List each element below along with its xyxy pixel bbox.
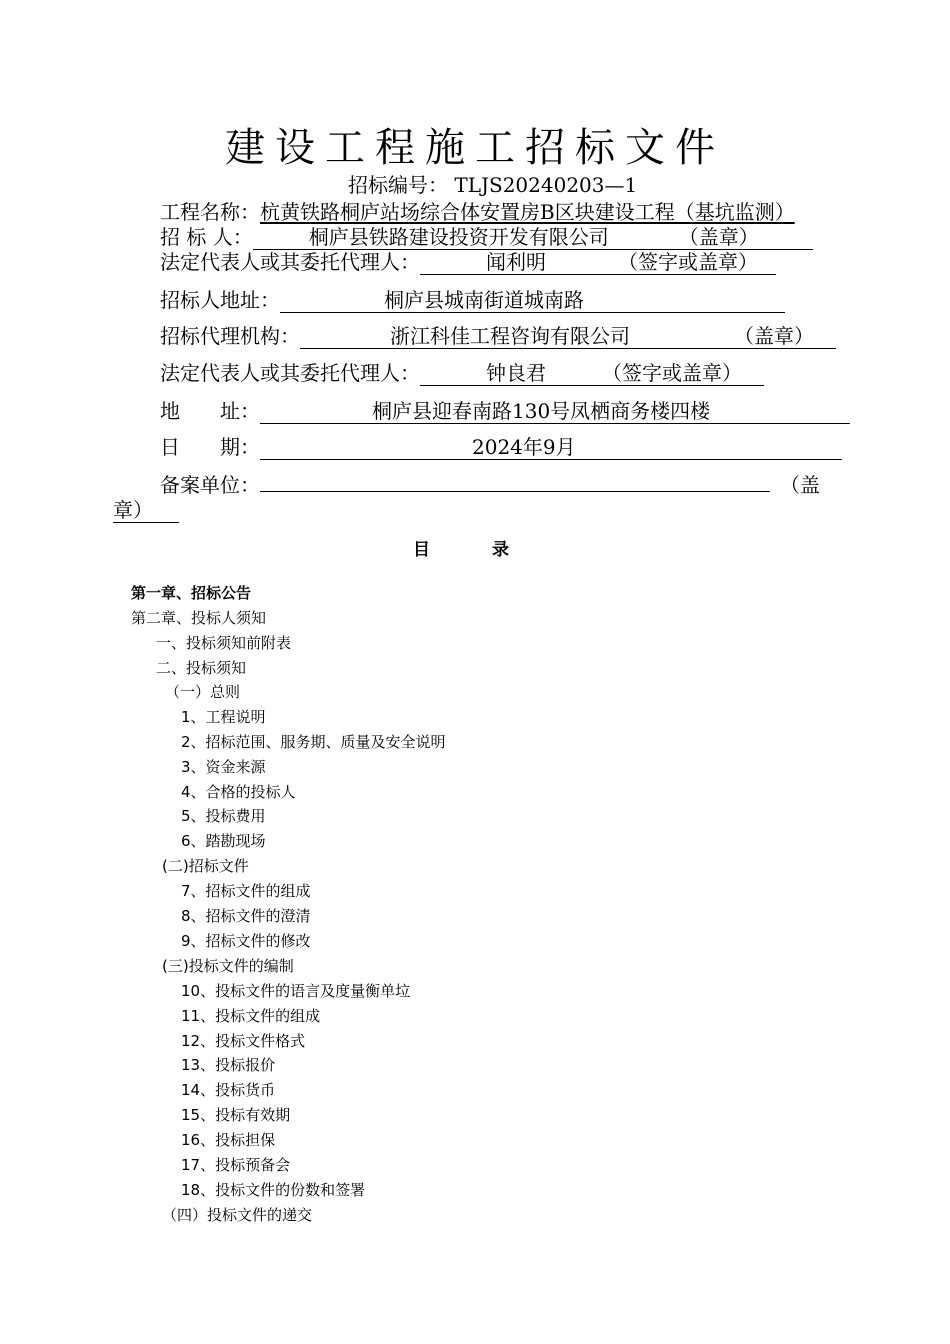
toc-item: 第二章、投标人须知 (131, 609, 267, 627)
agency-representative-sign-note: （签字或盖章） (602, 361, 742, 385)
toc-item: （一）总则 (165, 683, 241, 701)
toc-item: 6、踏勘现场 (181, 832, 266, 850)
bid-number: 招标编号： TLJS20240203—1 (348, 173, 638, 197)
date-label: 日 期： (160, 435, 260, 459)
tenderer-field (253, 225, 813, 250)
agency-value: 浙江科佳工程咨询有限公司 (390, 324, 630, 348)
agency-representative-row (160, 360, 764, 386)
agency-row (160, 323, 836, 349)
date-row (160, 434, 842, 460)
toc-item: 4、合格的投标人 (181, 783, 296, 801)
toc-item: 16、投标担保 (181, 1131, 276, 1149)
agency-address-field (260, 399, 850, 424)
tenderer-representative-label: 法定代表人或其委托代理人： (160, 250, 420, 274)
tenderer-value: 桐庐县铁路建设投资开发有限公司 (308, 225, 609, 249)
toc-item: 12、投标文件格式 (181, 1032, 306, 1050)
toc-item: 17、投标预备会 (181, 1156, 291, 1174)
filing-unit-label: 备案单位： (160, 473, 260, 497)
toc-item: 14、投标货币 (181, 1081, 276, 1099)
tenderer-address-value: 桐庐县城南街道城南路 (384, 288, 584, 312)
tenderer-address-label: 招标人地址： (160, 288, 280, 312)
toc-item: 10、投标文件的语言及度量衡单垃 (181, 982, 411, 1000)
tenderer-seal-note: （盖章） (678, 225, 759, 249)
toc-item: 15、投标有效期 (181, 1106, 291, 1124)
toc-item: 11、投标文件的组成 (181, 1007, 321, 1025)
agency-representative-field (420, 361, 764, 386)
agency-address-value: 桐庐县迎春南路130号凤栖商务楼四楼 (372, 399, 711, 423)
project-name-value: 杭黄铁路桐庐站场综合体安置房B区块建设工程（基坑监测） (260, 200, 795, 224)
agency-seal-note: （盖章） (734, 324, 814, 348)
agency-label: 招标代理机构： (160, 324, 300, 348)
project-name-label: 工程名称： (160, 200, 260, 224)
date-value: 2024年9月 (472, 435, 576, 459)
toc-item: 8、招标文件的澄清 (181, 907, 311, 925)
toc-item: 18、投标文件的份数和签署 (181, 1181, 366, 1199)
tenderer-address-row (160, 287, 785, 313)
tenderer-representative-field (420, 250, 776, 275)
toc-item: （四）投标文件的递交 (162, 1206, 313, 1224)
toc-item: 9、招标文件的修改 (181, 932, 311, 950)
toc-item: 7、招标文件的组成 (181, 882, 311, 900)
tenderer-representative-value: 闻利明 (486, 250, 546, 274)
tenderer-representative-row (160, 249, 776, 275)
filing-unit-seal-note-a: （盖 (780, 473, 820, 497)
toc-item: 1、工程说明 (181, 708, 266, 726)
toc-item: 5、投标费用 (181, 807, 266, 825)
toc-item: 13、投标报价 (181, 1056, 276, 1074)
tenderer-label: 招 标 人： (160, 225, 253, 249)
filing-unit-row-cont (113, 497, 179, 523)
toc-item: (三)投标文件的编制 (162, 957, 294, 975)
toc-item: 3、资金来源 (181, 758, 266, 776)
toc-item: 一、投标须知前附表 (156, 634, 292, 652)
agency-representative-label: 法定代表人或其委托代理人： (160, 361, 420, 385)
agency-representative-value: 钟良君 (486, 361, 546, 385)
tenderer-row (160, 224, 813, 250)
toc-item: 第一章、招标公告 (131, 584, 252, 602)
toc-title: 目 录 (413, 540, 537, 560)
date-field (260, 435, 842, 460)
document-title: 建设工程施工招标文件 (225, 125, 725, 171)
agency-address-row (160, 398, 850, 424)
agency-address-label: 地 址： (160, 399, 260, 423)
tenderer-address-field (280, 288, 785, 313)
toc-item: (二)招标文件 (162, 857, 249, 875)
tenderer-representative-sign-note: （签字或盖章） (618, 250, 758, 274)
filing-unit-row (160, 472, 820, 498)
project-name-row (160, 199, 795, 225)
toc-item: 二、投标须知 (156, 659, 247, 677)
agency-field (300, 324, 836, 349)
toc-item: 2、招标范围、服务期、质量及安全说明 (181, 733, 446, 751)
filing-unit-seal-note-b: 章） (113, 498, 179, 523)
filing-unit-field (260, 491, 770, 492)
